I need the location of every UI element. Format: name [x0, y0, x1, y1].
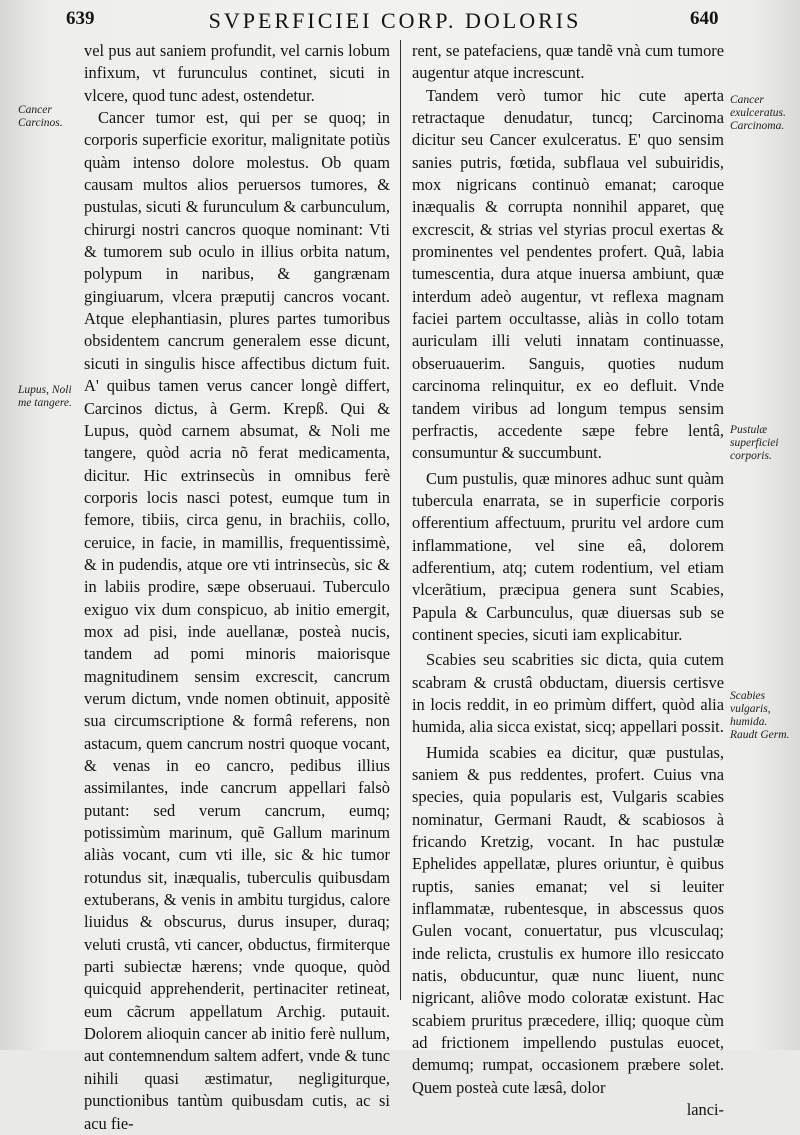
column-divider [400, 40, 401, 1000]
running-title: SVPERFICIEI CORP. DOLORIS [208, 8, 582, 33]
catchword: lanci- [686, 1100, 724, 1120]
paragraph: rent, se patefaciens, quæ tandẽ vnà cum tumore augentur atque increscunt. [412, 41, 724, 83]
paragraph: Tandem verò tumor hic cute aperta retractaque denudatur, tuncq; Carcinoma dicitur seu Cancer exulceratus. E' quo sensim sanies putris, fœtida, subflaua vel subuiridis, mox nigricans continuò emanat; caroque inæqualis & corrupta nonnihil apparet, quę excrescit, & strias vel styrias procul exertas & prominentes vel pendentes profert. Quã, labia tumescentia, dura atque inuersa ambiunt, quæ interdum adeò augentur, vt reflexa magnam faciei partem occultasse, aliàs in collo totam auriculam illi veluti innatam continuasse, obseruauerim. Sanguis, quoties nudum carcinoma relinquitur, ex eo defluit. Vnde tandem viribus ad longum tempus sensim perfractis, accedente sæpe febre lentâ, consumuntur & succumbunt. [412, 85, 724, 463]
paragraph: Scabies seu scabrities sic dicta, quia cutem scabram & crustâ obductam, diuersis certisve in locis reddit, in eo primùm differt, quòd alia humida, alia sicca existat, sicq; appellari possit. [412, 650, 724, 737]
margin-note-cancer: Cancer Carcinos. [18, 104, 63, 129]
page-header [0, 8, 800, 40]
page-number-right: 640 [690, 8, 719, 29]
margin-note-scabies: Scabies vulgaris, humida. Raudt Germ. [730, 690, 790, 741]
margin-note-lupus: Lupus, Noli me tangere. [18, 384, 72, 409]
left-column [84, 40, 390, 1135]
margin-note-cancer-exulceratus: Cancer exulceratus. Carcinoma. [730, 94, 786, 132]
paragraph: Cum pustulis, quæ minores adhuc sunt quàm tubercula enarrata, se in superficie corporis offerentium affectuum, pruritu vel ardore cum inflammatione, vel sine eâ, dolorem adferentium, atq; cutem rodentium, vel etiam vlcerãtium, præcipua genera sunt Scabies, Papula & Carbunculus, quæ diuersas sub se continent species, sicuti iam explicabitur. [412, 468, 724, 644]
paragraph: Cancer tumor est, qui per se quoq; in corporis superficie exoritur, malignitate potiùs quàm intenso dolore molestus. Ob quam causam multos alios peruersos tumores, & pustulas, sicuti & furunculum & carbunculum, chirurgi nostri cancros quoque nominant: Vti & tumorem sub oculo in illius orbita natum, polypum in naribus, & gangrænam gingiuarum, vlcera præputij cancros vocant. Atque elephantiasin, plures partes tumoribus obsidentem cancrum generalem esse dicunt, sicuti in singulis hisce affectibus dictum fuit. A' quibus tamen verus cancer longè differt, Carcinos dictus, à Germ. Krepß. Qui & Lupus, quòd carnem absumat, & Noli me tangere, quòd acria nõ ferat medicamenta, dicitur. Hic extrinsecùs in omnibus ferè corporis locis nasci potest, eumque tum in femore, tibiis, circa genu, in brachiis, collo, ceruice, in facie, in mamillis, frequentissimè, & in pudendis, atque ore vti intrinsecùs, sic & in labiis prodire, sæpe obseruaui. Tuberculo exiguo vix dum conspicuo, ab initio emergit, mox ad pisi, inde auellanæ, posteà nucis, tandem ad pomi minoris maiorisque magnitudinem sensim excrescit, cancrum verum dictum, vnde nomen obtinuit, appositè sua circumscriptione & formâ referens, non astacum, quem cancrum nostri quoque vocant, & venas in eo cancro, pedibus illius assimilantes, inde cancrum appellari falsò putant: sed verum cancrum, eumq; potissimùm marinum, quẽ Gallum marinum aliàs vocant, cum vti ille, sic & hic tumor rotundus sit, inæqualis, tuberculis quibusdam extuberans, & venis in ambitu turgidus, calore liuidus & obscurus, durus insuper, duraq; veluti crustâ, vti cancer, obductus, firmiterque parti subiectæ hærens; vnde quoque, quòd quicquid apprehenderit, pertinaciter retineat, eum cãcrum appellatum Archig. putauit. Dolorem alioquin cancer ab initio ferè nullum, aut contemnendum saltem adfert, vnde & tunc nihili quasi æstimatur, negligiturque, punctionibus tantùm quibusdam cutis, ac si acu fie- [84, 108, 390, 1133]
right-column [412, 40, 724, 1122]
paragraph: vel pus aut saniem profundit, vel carnis lobum infixum, vt furunculus continet, sicuti in vlcere, quod tunc adest, ostendetur. [84, 41, 390, 105]
paragraph: Humida scabies ea dicitur, quæ pustulas, saniem & pus reddentes, profert. Cuius vna species, quia popularis est, Vulgaris scabies nominatur, Germani Raudt, & scabiosos à fricando Kretzig, vocant. In hac pustulæ Ephelides appellatæ, plures oriuntur, è quibus ruptis, sanies emanat; vel si leuiter inflammatæ, rubentesque, in abscessus quos Gulen vocant, conuertatur, pus vlcusculaq; inde relicta, crustulis ex humore illo resiccato natis, obducuntur, quæ nunc liuent, nunc nigricant, aliôve modo coloratæ existunt. Hac scabiem pruritus præcedere, illiq; quoque cùm ad frictionem impellendo pustulas euocet, demumq; rumpat, occasionem præbere solet. Quem posteà cute læsâ, dolor [412, 742, 724, 1097]
page-number-left: 639 [66, 8, 95, 29]
margin-note-pustulae: Pustulæ superficiei corporis. [730, 424, 779, 462]
